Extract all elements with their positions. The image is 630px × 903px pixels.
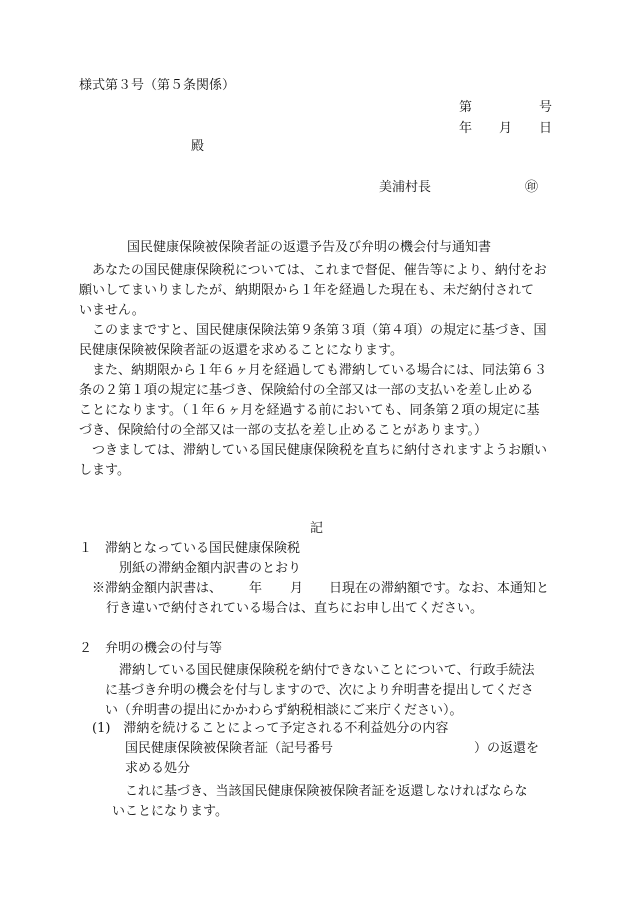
text-line: このままですと、国民健康保険法第９条第３項（第４項）の規定に基づき、国	[92, 323, 547, 338]
text-line: あなたの国民健康保険税については、これまで督促、催告等により、納付をお	[92, 263, 547, 278]
doc-number-prefix: 第	[459, 100, 473, 115]
text-line: いことになります。	[112, 804, 228, 819]
text-line: づき、保険給付の全部又は一部の支払を差し止めることがあります。）	[79, 423, 487, 438]
text-line: また、納期限から１年６ヶ月を経過しても滞納している場合には、同法第６３	[92, 363, 548, 378]
text-line: ことになります。（１年６ヶ月を経過する前においても、同条第２項の規定に基	[79, 403, 540, 418]
section1-note-month: 月	[290, 581, 304, 596]
item1-line1-part-b: ）の返還を	[474, 741, 540, 756]
form-number: 様式第３号（第５条関係）	[79, 78, 236, 93]
seal-mark: ㊞	[525, 180, 539, 195]
ki-mark: 記	[310, 521, 324, 536]
item1-line2: 求める処分	[125, 761, 191, 776]
text-line: い（弁明書の提出にかかわらず納税相談にご来庁ください）。	[105, 703, 463, 718]
text-line: つきましては、滞納している国民健康保険税を直ちに納付されますようお願い	[92, 443, 548, 458]
text-line: 条の２第１項の規定に基づき、保険給付の全部又は一部の支払いを差し止める	[79, 383, 534, 398]
item1-line1-part-a: 国民健康保険被保険者証（記号番号	[125, 741, 334, 756]
section1-note-year: 年	[249, 581, 263, 596]
doc-number-suffix: 号	[539, 100, 553, 115]
body-paragraph-2	[79, 321, 546, 361]
text-line: 滞納している国民健康保険税を納付できないことについて、行政手続法	[119, 663, 535, 678]
text-line: これに基づき、当該国民健康保険被保険者証を返還しなければならな	[125, 784, 528, 799]
text-line: に基づき弁明の機会を付与しますので、次により弁明書を提出してくださ	[105, 683, 534, 698]
section1-note-part2: 日現在の滞納額です。なお、本通知と	[329, 581, 549, 596]
section1-note-part1: ※滞納金額内訳書は、	[92, 581, 223, 596]
section1-detail: 別紙の滞納金額内訳書のとおり	[119, 561, 302, 576]
section2-heading: ２ 弁明の機会の付与等	[79, 641, 223, 656]
text-line: します。	[79, 463, 130, 478]
body-paragraph-4	[79, 441, 547, 481]
addressee-honorific: 殿	[191, 139, 205, 154]
body-paragraph-3	[79, 361, 547, 441]
text-line: 民健康保険被保険者証の返還を求めることになります。	[79, 343, 403, 358]
date-month: 月	[499, 121, 513, 136]
text-line: いません。	[79, 303, 145, 318]
date-day: 日	[539, 121, 553, 136]
section1-note-line2: 行き違いで納付されている場合は、直ちにお申し出てください。	[106, 601, 484, 616]
document-title: 国民健康保険被保険者証の返還予告及び弁明の機会付与通知書	[127, 240, 492, 255]
section2-intro	[92, 661, 534, 721]
section1-heading: １ 滞納となっている国民健康保険税	[79, 541, 301, 556]
body-paragraph-1	[79, 261, 547, 321]
sender-name: 美浦村長	[379, 180, 432, 195]
item1-heading: (1) 滞納を続けることによって予定される不利益処分の内容	[92, 721, 449, 736]
text-line: 願いしてまいりましたが、納期限から１年を経過した現在も、未だ納付されて	[79, 283, 535, 298]
date-year: 年	[459, 121, 473, 136]
item1-body	[112, 782, 527, 822]
